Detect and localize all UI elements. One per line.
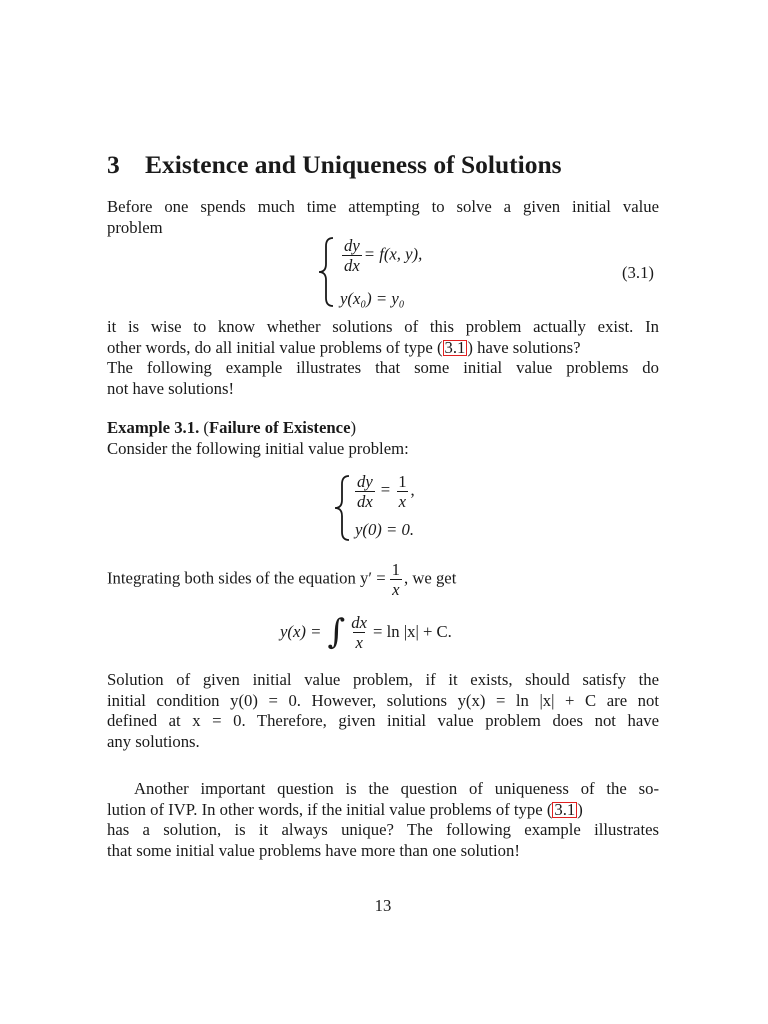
integrating-post: , we get	[403, 568, 457, 588]
section-heading	[107, 150, 562, 180]
intro-line-1: Before one spends much time attempting to solve a given initial value	[107, 197, 659, 216]
uniqueness-line-2-text: lution of IVP. In other words, if the initial value problems of type (	[107, 799, 553, 819]
example-eq-first-line	[353, 472, 415, 511]
eq-ref-link-2[interactable]: 3.1	[554, 799, 576, 819]
after-eq-line-4: not have solutions!	[107, 378, 234, 398]
uniqueness-line-1: Another important question is the question of uniqueness of the so-	[134, 779, 659, 798]
integrating-den: x	[392, 580, 400, 599]
intro-paragraph	[107, 197, 659, 238]
page-number: 13	[374, 896, 392, 915]
eq31-tag: (3.1)	[622, 263, 654, 282]
uniqueness-line-3: has a solution, is it always unique? The following example illustrates	[107, 820, 659, 840]
eq31-numerator: dy	[344, 236, 360, 255]
solution-line-3: defined at x = 0. Therefore, given initial value problem does not have	[107, 711, 659, 731]
example-open-paren: (	[199, 418, 209, 437]
example-block	[107, 418, 659, 459]
intro-line-2: problem	[107, 217, 163, 237]
uniqueness-line-2-post: )	[577, 799, 583, 819]
after-eq-line-2	[107, 338, 659, 359]
section-number: 3	[107, 150, 120, 179]
integral-lhs: y(x) =	[280, 622, 322, 641]
after-eq-line-3: The following example illustrates that some initial value problems do	[107, 358, 659, 378]
example-label: Example 3.1.	[107, 418, 200, 437]
example-lhs-den: dx	[357, 492, 373, 511]
uniqueness-line-4: that some initial value problems have more than one solution!	[107, 840, 520, 860]
example-heading	[107, 418, 659, 439]
eq31-derivative	[342, 236, 362, 275]
after-eq-line-2-pre: other words, do all initial value problems of type (	[107, 337, 443, 357]
uniqueness-paragraph	[107, 779, 659, 861]
integral-equation	[280, 612, 452, 652]
eq31-rhs: = f(x, y),	[363, 244, 423, 264]
eq-ref-link[interactable]: 3.1	[444, 337, 466, 357]
eq31-initial: y(x₀) = y₀	[340, 289, 405, 308]
example-lhs-frac	[355, 472, 375, 511]
integrating-line	[107, 560, 456, 599]
integrating-frac	[390, 560, 402, 599]
brace-example	[333, 474, 353, 542]
example-close-paren: )	[350, 418, 357, 437]
integral-den: x	[355, 632, 363, 652]
section-title: Existence and Uniqueness of Solutions	[145, 150, 562, 179]
integral-rhs: = ln |x| + C.	[373, 622, 452, 641]
integrating-pre: Integrating both sides of the equation y′ =	[107, 568, 386, 588]
eq31-first-line	[340, 236, 422, 275]
brace-eq31	[317, 236, 337, 308]
solution-line-4: any solutions.	[107, 731, 200, 751]
after-eq-paragraph	[107, 317, 659, 399]
solution-line-2: initial condition y(0) = 0. However, solutions y(x) = ln |x| + C are not	[107, 690, 659, 710]
solution-line-1: Solution of given initial value problem, if it exists, should satisfy the	[107, 670, 659, 689]
integrating-num: 1	[391, 560, 400, 579]
uniqueness-line-2	[107, 800, 659, 821]
integral-num: dx	[351, 612, 368, 632]
example-name: Failure of Existence	[208, 418, 351, 437]
page	[107, 0, 659, 1024]
solution-paragraph	[107, 670, 659, 752]
eq31-denominator: dx	[344, 256, 360, 275]
integral-sign: ∫	[327, 612, 346, 652]
integral-frac	[349, 613, 369, 652]
example-equals: =	[380, 480, 391, 500]
after-eq-line-1: it is wise to know whether solutions of this problem actually exist. In	[107, 317, 659, 336]
after-eq-line-2-post: ) have solutions?	[467, 337, 581, 357]
example-intro: Consider the following initial value problem:	[107, 438, 409, 458]
example-rhs-num: 1	[398, 472, 407, 491]
example-lhs-num: dy	[357, 472, 373, 491]
example-rhs-den: x	[398, 492, 407, 511]
example-comma: ,	[410, 480, 415, 500]
example-initial: y(0) = 0.	[355, 520, 414, 539]
example-rhs-frac	[396, 472, 408, 511]
